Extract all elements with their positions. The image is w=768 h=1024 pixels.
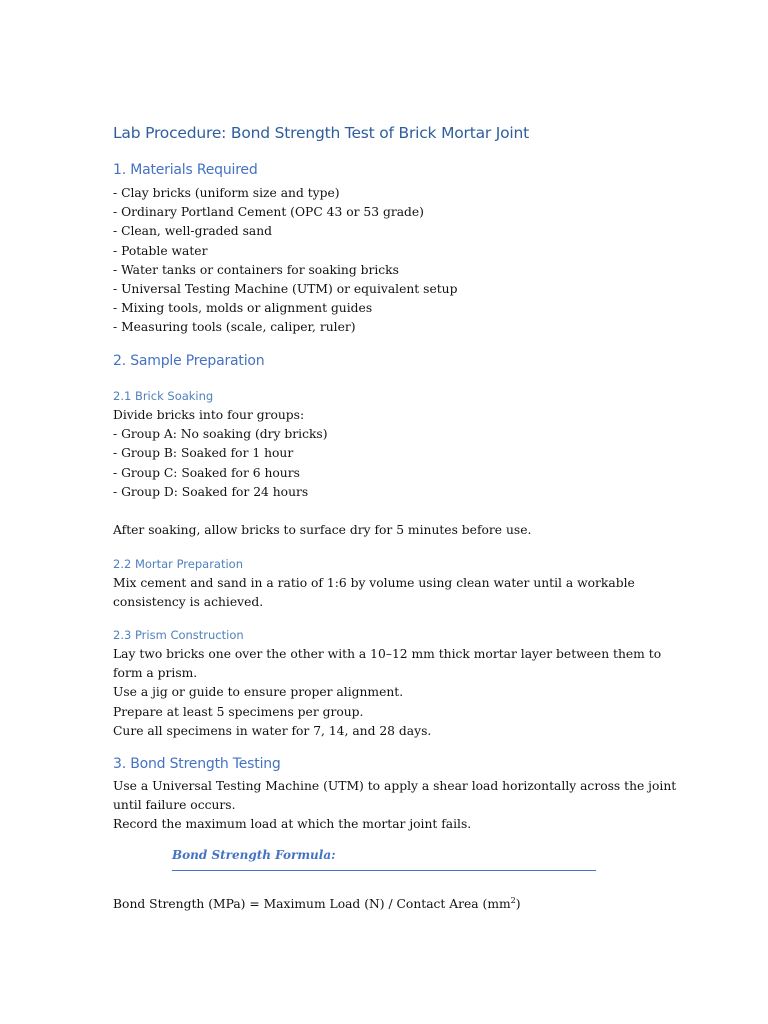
paragraph-line: Cure all specimens in water for 7, 14, and 28 days. (113, 723, 432, 738)
list-item: - Group D: Soaked for 24 hours (113, 484, 309, 499)
soaking-heading: 2.1 Brick Soaking (113, 389, 214, 403)
paragraph-line: Divide bricks into four groups: (113, 408, 305, 422)
paragraph-line: until failure occurs. (113, 798, 236, 813)
list-item: - Group C: Soaked for 6 hours (113, 465, 300, 480)
formula-text (113, 891, 521, 914)
formula-title: Bond Strength Formula: (172, 848, 336, 862)
mortar-heading: 2.2 Mortar Preparation (113, 557, 244, 571)
soaking-after-text: After soaking, allow bricks to surface dry for 5 minutes before use. (113, 523, 532, 537)
paragraph-line: Record the maximum load at which the mortar joint fails. (113, 817, 472, 832)
formula-close: ) (515, 897, 521, 912)
list-item: - Ordinary Portland Cement (OPC 43 or 53 grade) (113, 205, 424, 220)
mortar-text (113, 574, 635, 612)
testing-text (113, 777, 676, 835)
formula-main: Bond Strength (MPa) = Maximum Load (N) / Contact Area (mm (113, 897, 511, 912)
paragraph-line: Mix cement and sand in a ratio of 1:6 by volume using clean water until a workable (113, 576, 635, 590)
prism-heading: 2.3 Prism Construction (113, 628, 244, 642)
testing-heading: 3. Bond Strength Testing (113, 756, 281, 772)
paragraph-line: Use a Universal Testing Machine (UTM) to apply a shear load horizontally across the joint (113, 779, 677, 793)
list-item: - Group B: Soaked for 1 hour (113, 446, 294, 461)
preparation-heading: 2. Sample Preparation (113, 353, 265, 369)
list-item: - Water tanks or containers for soaking bricks (113, 262, 399, 277)
document-title: Lab Procedure: Bond Strength Test of Brick Mortar Joint (113, 124, 530, 142)
list-item: - Group A: No soaking (dry bricks) (113, 427, 328, 442)
list-item: - Universal Testing Machine (UTM) or equivalent setup (113, 282, 458, 297)
prism-text (113, 645, 661, 741)
formula-divider (172, 870, 596, 871)
paragraph-line: Use a jig or guide to ensure proper alignment. (113, 685, 404, 700)
list-item: - Clay bricks (uniform size and type) (113, 186, 340, 200)
list-item: - Measuring tools (scale, caliper, ruler) (113, 320, 356, 335)
paragraph-line: form a prism. (113, 666, 198, 681)
list-item: - Clean, well-graded sand (113, 224, 273, 239)
formula-superscript: 2 (510, 896, 516, 905)
materials-heading: 1. Materials Required (113, 162, 258, 178)
soaking-text (113, 406, 328, 502)
paragraph-line: consistency is achieved. (113, 595, 264, 610)
materials-list (113, 184, 457, 338)
paragraph-line: Lay two bricks one over the other with a 10–12 mm thick mortar layer between them to (113, 647, 662, 661)
list-item: - Mixing tools, molds or alignment guides (113, 301, 373, 316)
list-item: - Potable water (113, 243, 208, 258)
paragraph-line: Prepare at least 5 specimens per group. (113, 704, 364, 719)
